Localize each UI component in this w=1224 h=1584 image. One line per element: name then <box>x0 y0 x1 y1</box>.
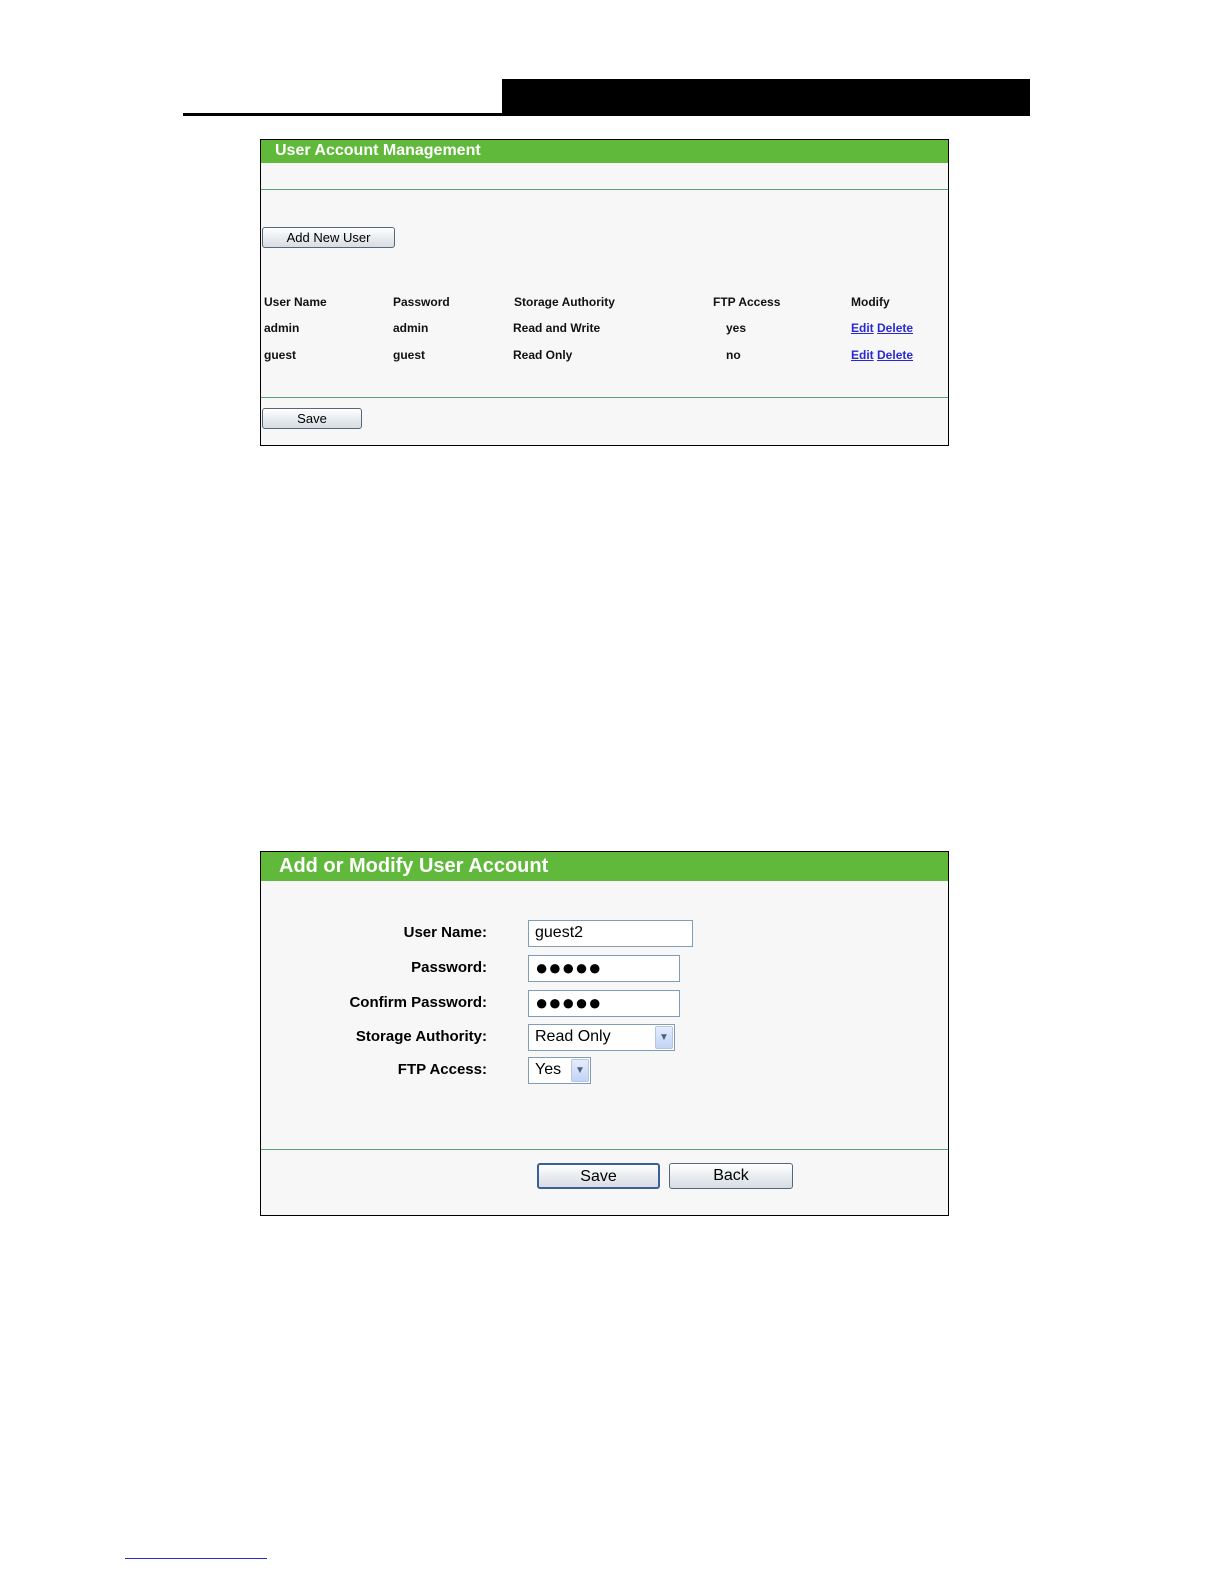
delete-link[interactable]: Delete <box>877 348 914 362</box>
cell-ftp-access: yes <box>726 321 747 335</box>
save-button[interactable]: Save <box>262 408 362 429</box>
confirm-password-label: Confirm Password: <box>349 994 487 1011</box>
delete-link[interactable]: Delete <box>877 321 914 335</box>
column-header-ftp-access: FTP Access <box>713 295 781 309</box>
user-name-input[interactable]: guest2 <box>528 920 693 947</box>
ftp-access-value: Yes <box>535 1061 562 1078</box>
user-name-label: User Name: <box>403 924 487 941</box>
storage-authority-value: Read Only <box>535 1028 611 1045</box>
cell-password: guest <box>393 348 426 362</box>
password-input[interactable]: ●●●●● <box>528 955 680 982</box>
back-button[interactable]: Back <box>669 1163 793 1189</box>
column-header-storage-authority: Storage Authority <box>514 295 615 309</box>
table-row-actions <box>851 348 913 362</box>
add-new-user-button[interactable]: Add New User <box>262 227 395 248</box>
confirm-password-input[interactable]: ●●●●● <box>528 990 680 1017</box>
chevron-down-icon[interactable]: ▼ <box>655 1026 673 1049</box>
ftp-access-select[interactable] <box>528 1057 591 1084</box>
panel-title: Add or Modify User Account <box>261 852 948 881</box>
separator <box>261 189 948 190</box>
footer-link-underline <box>125 1558 267 1559</box>
cell-password: admin <box>393 321 429 335</box>
edit-link[interactable]: Edit <box>851 348 874 362</box>
chevron-down-icon[interactable]: ▼ <box>571 1059 589 1082</box>
cell-storage-authority: Read and Write <box>513 321 601 335</box>
password-label: Password: <box>411 959 487 976</box>
user-account-management-panel <box>260 139 949 446</box>
column-header-modify: Modify <box>851 295 890 309</box>
cell-user-name: guest <box>264 348 297 362</box>
cell-storage-authority: Read Only <box>513 348 573 362</box>
save-button[interactable]: Save <box>537 1163 660 1189</box>
document-header-block <box>502 79 1030 115</box>
add-modify-user-panel <box>260 851 949 1216</box>
ftp-access-label: FTP Access: <box>397 1061 487 1078</box>
storage-authority-label: Storage Authority: <box>355 1028 487 1045</box>
separator <box>261 397 948 398</box>
separator <box>261 1149 948 1150</box>
panel-title: User Account Management <box>261 140 948 163</box>
column-header-user-name: User Name <box>264 295 327 309</box>
cell-ftp-access: no <box>726 348 741 362</box>
edit-link[interactable]: Edit <box>851 321 874 335</box>
table-row-actions <box>851 321 913 335</box>
cell-user-name: admin <box>264 321 300 335</box>
column-header-password: Password <box>393 295 450 309</box>
storage-authority-select[interactable] <box>528 1024 675 1051</box>
